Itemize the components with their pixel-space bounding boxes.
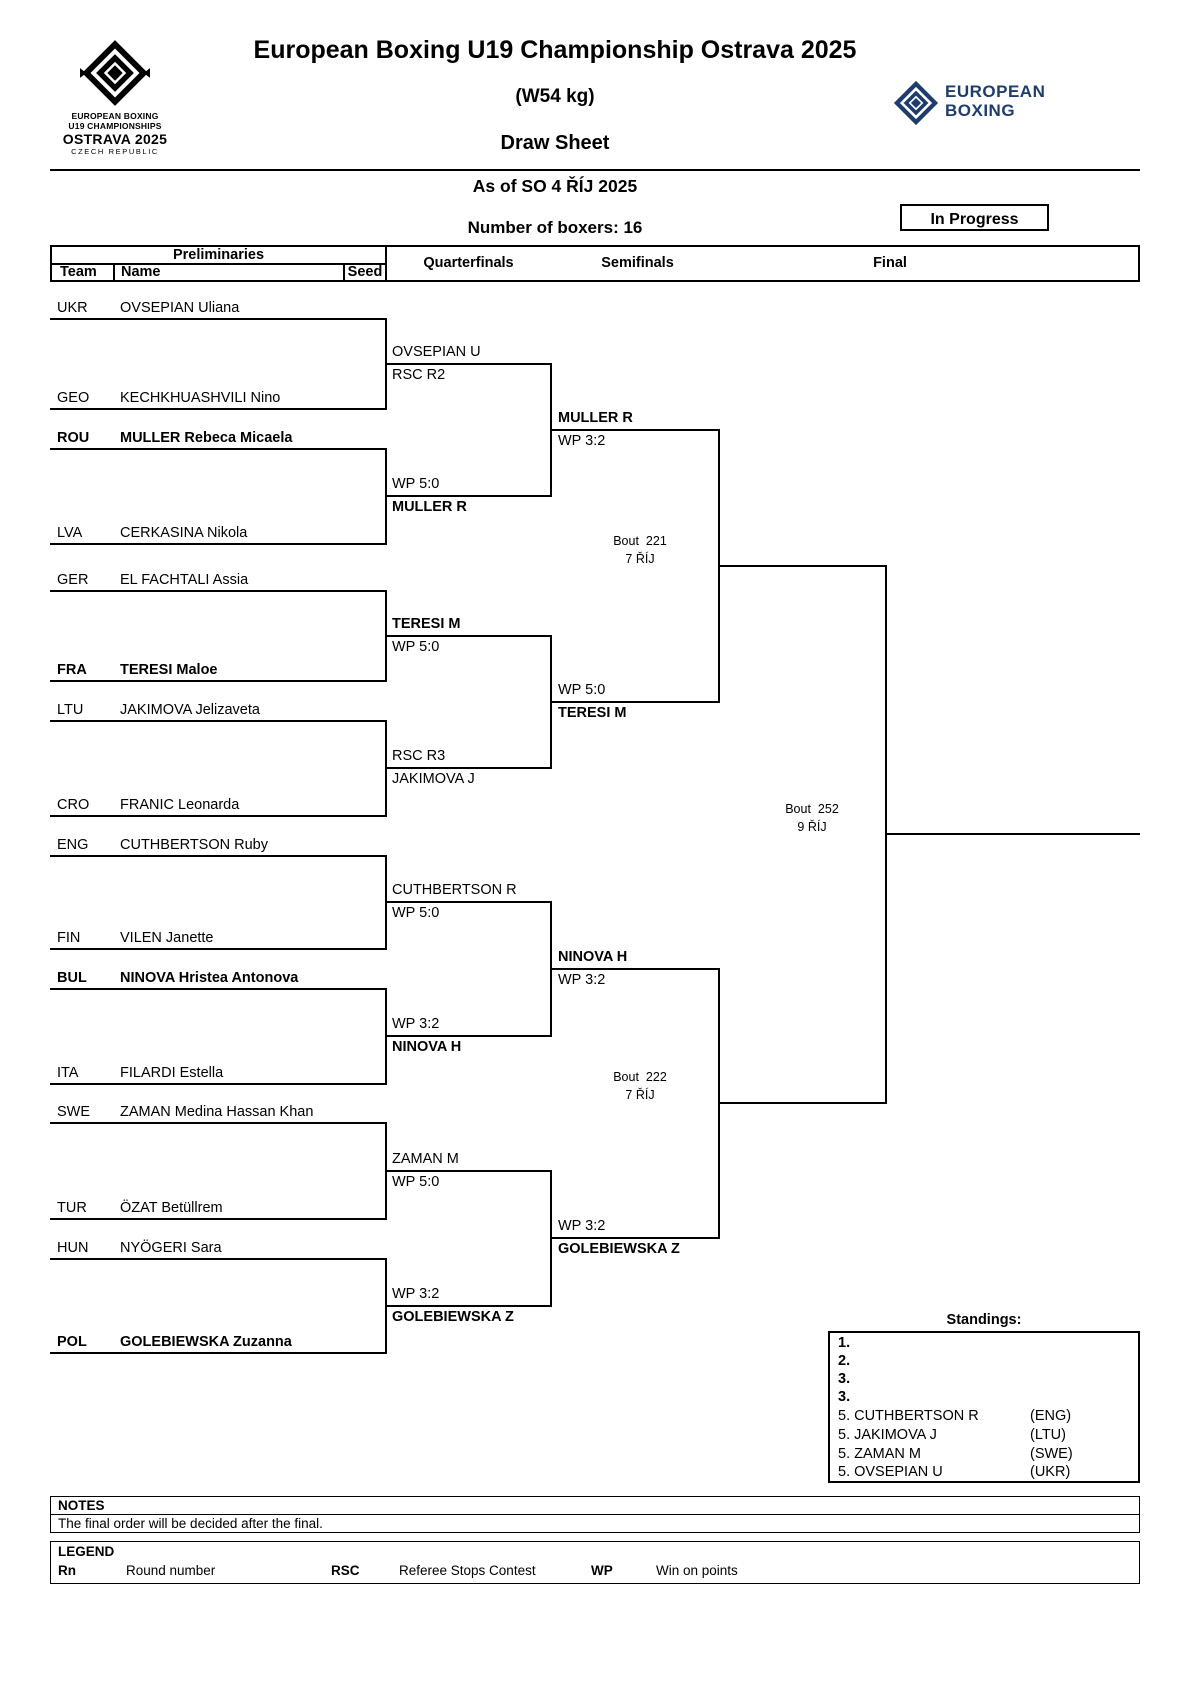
qf-result: WP 5:0 [392, 639, 440, 655]
boxer-team: LTU [57, 702, 84, 718]
boxer-name: TERESI Maloe [120, 662, 218, 678]
bracket-line [50, 1122, 387, 1124]
bracket-line [385, 901, 552, 903]
header-band-right-border [1138, 245, 1140, 282]
bout-number: 221 [645, 534, 667, 548]
column-header-name: Name [121, 264, 161, 280]
bout-number: 252 [817, 802, 839, 816]
standings-row: 1. [838, 1335, 851, 1351]
sf-result: WP 3:2 [558, 1218, 606, 1234]
header-band-bottom-border [50, 280, 1140, 282]
boxer-count: Number of boxers: 16 [467, 218, 643, 237]
boxer-name: ÖZAT Betüllrem [120, 1200, 223, 1216]
legend-abbr: WP [591, 1563, 613, 1578]
boxer-team: CRO [57, 797, 90, 813]
page-title: European Boxing U19 Championship Ostrava 2025 [253, 36, 857, 64]
standings-title: Standings: [946, 1312, 1022, 1328]
bout-prefix: Bout [613, 534, 639, 548]
bracket-line [50, 543, 387, 545]
bout-date: 9 ŘÍJ [797, 820, 827, 834]
boxer-team: FIN [57, 930, 81, 946]
legend-desc: Referee Stops Contest [399, 1563, 536, 1578]
standings-place: 5. [838, 1446, 851, 1462]
semifinal-bout-2 [575, 1068, 705, 1104]
bracket-line [50, 680, 387, 682]
bracket-line [50, 408, 387, 410]
bout-prefix: Bout [613, 1070, 639, 1084]
boxer-name: FRANIC Leonarda [120, 797, 240, 813]
qf-winner: OVSEPIAN U [392, 344, 481, 360]
final-bout [747, 800, 877, 836]
qf-winner: JAKIMOVA J [392, 771, 475, 787]
boxer-name: MULLER Rebeca Micaela [120, 430, 293, 446]
bracket-line [385, 1170, 552, 1172]
sf-result: WP 3:2 [558, 972, 606, 988]
qf-result: WP 5:0 [392, 1174, 440, 1190]
standings-row: 3. [838, 1389, 851, 1405]
left-logo-line1: EUROPEAN BOXING [71, 111, 159, 121]
bout-date: 7 ŘÍJ [625, 552, 655, 566]
boxer-team: TUR [57, 1200, 87, 1216]
standings-place: 5. [838, 1427, 851, 1443]
standings-team: (ENG) [1030, 1408, 1072, 1424]
standings-name: OVSEPIAN U [854, 1464, 943, 1480]
bracket-line [50, 590, 387, 592]
boxer-team: HUN [57, 1240, 89, 1256]
boxer-name: VILEN Janette [120, 930, 214, 946]
left-logo-line3: OSTRAVA 2025 [62, 131, 168, 147]
bracket-line [385, 1035, 552, 1037]
qf-result: WP 3:2 [392, 1016, 440, 1032]
bracket-line [50, 948, 387, 950]
bracket-line [50, 1352, 387, 1354]
boxer-name: JAKIMOVA Jelizaveta [120, 702, 260, 718]
left-logo-line4: CZECH REPUBLIC [71, 147, 159, 156]
boxer-name: NYÖGERI Sara [120, 1240, 222, 1256]
header-rule [50, 169, 1140, 171]
bracket-line [385, 495, 552, 497]
boxer-team: ITA [57, 1065, 79, 1081]
right-logo-line2: BOXING [945, 101, 1016, 120]
column-header-semifinals: Semifinals [601, 255, 674, 271]
standings-row: 3. [838, 1371, 851, 1387]
bracket-line [50, 855, 387, 857]
boxer-team: LVA [57, 525, 83, 541]
qf-result: WP 5:0 [392, 476, 440, 492]
bracket-line [550, 701, 720, 703]
qf-winner: TERESI M [392, 616, 461, 632]
qf-winner: MULLER R [392, 499, 467, 515]
bracket-line [50, 815, 387, 817]
column-header-preliminaries: Preliminaries [172, 247, 265, 263]
sf-result: WP 3:2 [558, 433, 606, 449]
bracket-line [50, 1258, 387, 1260]
legend-title: LEGEND [58, 1544, 115, 1559]
legend-box [50, 1541, 1140, 1584]
boxer-team: ROU [57, 430, 90, 446]
bracket-line [718, 1102, 887, 1104]
bracket-line [385, 363, 552, 365]
standings-team: (LTU) [1030, 1427, 1066, 1443]
semifinal-bout-1 [575, 532, 705, 568]
european-boxing-diamond-icon [893, 80, 939, 126]
boxer-team: SWE [57, 1104, 91, 1120]
standings-name: JAKIMOVA J [854, 1427, 937, 1443]
boxer-name: CERKASINA Nikola [120, 525, 248, 541]
standings-row [838, 1464, 943, 1481]
bracket-line [50, 720, 387, 722]
boxer-name: FILARDI Estella [120, 1065, 224, 1081]
legend-abbr: RSC [331, 1563, 360, 1578]
boxer-team: ENG [57, 837, 89, 853]
standings-place: 5. [838, 1408, 851, 1424]
boxer-name: GOLEBIEWSKA Zuzanna [120, 1334, 292, 1350]
boxer-team: UKR [57, 300, 88, 316]
qf-result: RSC R3 [392, 748, 446, 764]
boxer-name: KECHKHUASHVILI Nino [120, 390, 281, 406]
legend-abbr: Rn [58, 1563, 76, 1578]
bracket-line [550, 429, 720, 431]
standings-row [838, 1427, 937, 1444]
boxer-team: GEO [57, 390, 90, 406]
standings-team: (SWE) [1030, 1446, 1073, 1462]
right-logo-line1: EUROPEAN [945, 82, 1046, 101]
bracket-line [50, 988, 387, 990]
sheet-type: Draw Sheet [500, 132, 610, 154]
qf-result: WP 3:2 [392, 1286, 440, 1302]
bracket-line [550, 968, 720, 970]
standings-place: 5. [838, 1464, 851, 1480]
boxer-name: ZAMAN Medina Hassan Khan [120, 1104, 314, 1120]
standings-team: (UKR) [1030, 1464, 1071, 1480]
boxer-name: OVSEPIAN Uliana [120, 300, 240, 316]
bracket-line [50, 448, 387, 450]
notes-title: NOTES [58, 1498, 105, 1513]
bracket-line [385, 767, 552, 769]
standings-row [838, 1408, 979, 1425]
bracket-line [385, 635, 552, 637]
bracket-line [50, 1083, 387, 1085]
bout-date: 7 ŘÍJ [625, 1088, 655, 1102]
bout-number: 222 [645, 1070, 667, 1084]
boxer-name: NINOVA Hristea Antonova [120, 970, 299, 986]
sf-winner: GOLEBIEWSKA Z [558, 1241, 680, 1257]
standings-row: 2. [838, 1353, 851, 1369]
bracket-line [385, 1305, 552, 1307]
standings-name: ZAMAN M [854, 1446, 921, 1462]
qf-winner: NINOVA H [392, 1039, 462, 1055]
bracket-line [550, 1237, 720, 1239]
right-logo [893, 80, 1046, 126]
boxer-team: GER [57, 572, 89, 588]
bracket-line [50, 318, 387, 320]
sf-winner: MULLER R [558, 410, 633, 426]
qf-winner: GOLEBIEWSKA Z [392, 1309, 514, 1325]
qf-result: RSC R2 [392, 367, 446, 383]
team-name-divider [113, 263, 115, 282]
status-badge: In Progress [900, 204, 1049, 231]
sf-result: WP 5:0 [558, 682, 606, 698]
boxer-name: EL FACHTALI Assia [120, 572, 249, 588]
boxer-team: BUL [57, 970, 87, 986]
sf-winner: NINOVA H [558, 949, 628, 965]
column-header-team: Team [60, 264, 97, 280]
bracket-line [718, 565, 887, 567]
as-of-date: As of SO 4 ŘÍJ 2025 [472, 176, 638, 196]
left-logo-line2: U19 CHAMPIONSHIPS [68, 121, 162, 131]
sf-winner: TERESI M [558, 705, 627, 721]
notes-box [50, 1496, 1140, 1533]
boxer-name: CUTHBERTSON Ruby [120, 837, 268, 853]
bracket-line [50, 1218, 387, 1220]
notes-text: The final order will be decided after the final. [58, 1516, 323, 1531]
boxer-team: FRA [57, 662, 87, 678]
boxer-team: POL [57, 1334, 87, 1350]
qf-winner: ZAMAN M [392, 1151, 459, 1167]
column-header-quarterfinals: Quarterfinals [423, 255, 514, 271]
qf-result: WP 5:0 [392, 905, 440, 921]
standings-name: CUTHBERTSON R [854, 1408, 979, 1424]
qf-winner: CUTHBERTSON R [392, 882, 517, 898]
legend-desc: Win on points [656, 1563, 738, 1578]
final-winner-line [885, 833, 1140, 835]
bout-prefix: Bout [785, 802, 811, 816]
column-header-seed: Seed [347, 264, 383, 280]
weight-class: (W54 kg) [515, 86, 595, 107]
legend-desc: Round number [126, 1563, 216, 1578]
standings-row [838, 1446, 921, 1463]
column-header-final: Final [873, 255, 907, 271]
